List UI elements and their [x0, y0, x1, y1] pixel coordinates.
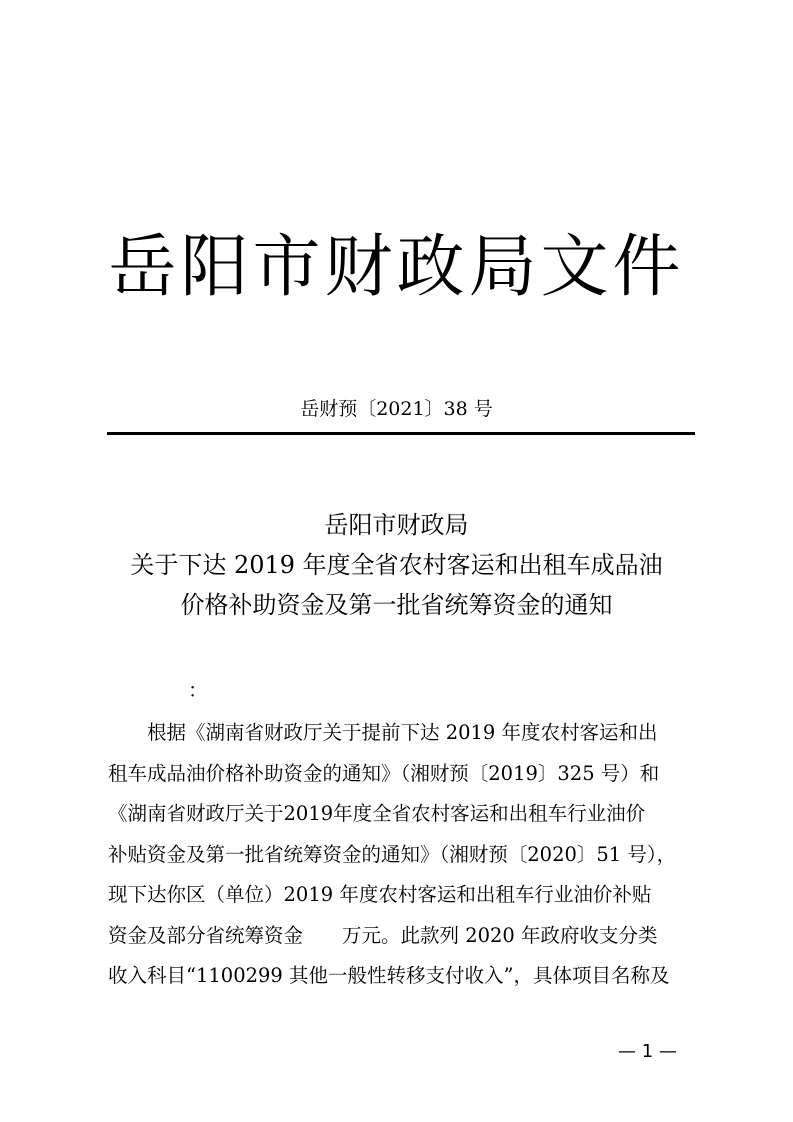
body-line: 《湖南省财政厅关于2019年度全省农村客运和出租车行业油价	[108, 802, 646, 825]
notice-title-line: 关于下达 2019 年度全省农村客运和出租车成品油	[130, 551, 663, 579]
document-number: 岳财预〔2021〕38 号	[300, 398, 493, 420]
header-divider	[107, 432, 695, 435]
document-header-title: 岳阳市财政局文件	[108, 228, 685, 307]
body-line: 收入科目“1100299 其他一般性转移支付收入”，具体项目名称及	[108, 964, 670, 987]
body-line: 补贴资金及第一批省统筹资金的通知》（湘财预〔2020〕51 号），	[108, 842, 677, 866]
page-number: — 1 —	[618, 1041, 677, 1062]
body-line: 资金及部分省统筹资金 万元。此款列 2020 年政府收支分类	[108, 923, 658, 947]
body-line: 租车成品油价格补助资金的通知》（湘财预〔2019〕325 号）和	[108, 761, 660, 785]
notice-title-line: 岳阳市财政局	[324, 511, 469, 539]
addressee: ：	[188, 678, 208, 702]
notice-title	[0, 505, 793, 625]
body-line: 现下达你区（单位）2019 年度农村客运和出租车行业油价补贴	[108, 883, 652, 906]
body-paragraph	[108, 713, 688, 997]
notice-title-line: 价格补助资金及第一批省统筹资金的通知	[180, 591, 613, 619]
body-line: 根据《湖南省财政厅关于提前下达 2019 年度农村客运和出	[108, 721, 658, 744]
